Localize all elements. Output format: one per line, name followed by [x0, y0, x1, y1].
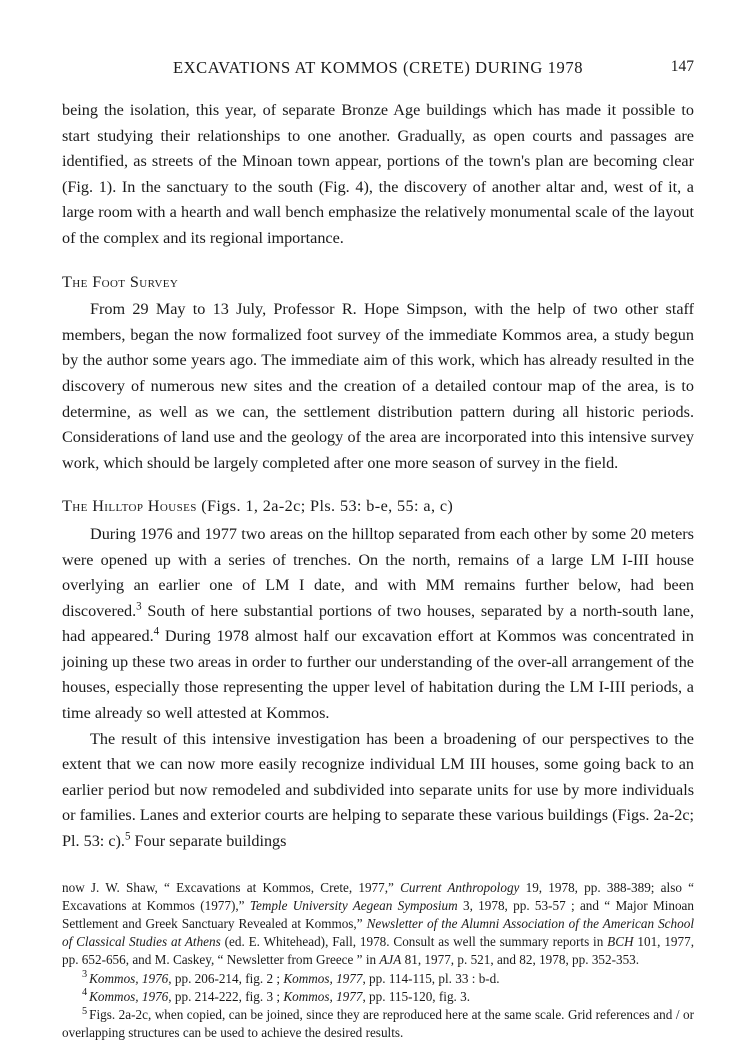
footnote-text-run: , pp. 206-214, fig. 2 ;	[168, 970, 284, 986]
footnote-text-run: 19, 1978, pp. 388-389; also “ Excavations at Kommos (1977),”	[62, 879, 694, 913]
footnote-italic-run: AJA	[379, 952, 402, 968]
footnote-italic-run: BCH	[607, 934, 634, 950]
paragraph-hilltop-1	[62, 522, 694, 727]
footnote-text-run: , pp. 114-115, pl. 33 : b-d.	[362, 970, 500, 986]
footnote-text-run: 3, 1978, pp. 53-57 ; and “ Major Minoan Settlement and Greek Sanctuary Revealed at Kommos,”	[62, 897, 695, 932]
footnote-italic-run: Kommos, 1976	[89, 970, 169, 986]
section-heading-hilltop-houses-label: The Hilltop Houses	[62, 497, 197, 516]
footnote-italic-run: Current Anthropology	[400, 879, 520, 895]
footnote-italic-run: Kommos, 1977	[283, 988, 363, 1004]
running-head-title: EXCAVATIONS AT KOMMOS (CRETE) DURING 1978	[172, 58, 584, 77]
footnote-text-run: (ed. E. Whitehead), Fall, 1978. Consult as well the summary reports in	[220, 934, 608, 950]
footnotes-section	[62, 871, 694, 1042]
para3-part-c: During 1978 almost half our excavation effort at Kommos was concentrated in joining up these two areas in order to further our understanding of the over-all arrangement of the houses, especially those representing the upper level of habitation during the LM I-III periods, a time already so well attested at Kommos.	[62, 627, 694, 723]
footnote-ref-5[interactable]: 5	[124, 830, 131, 843]
footnote-marker: 5	[82, 1005, 88, 1017]
footnote-entry	[62, 988, 694, 1006]
footnote-text-run: , pp. 214-222, fig. 3 ;	[168, 988, 284, 1004]
footnote-text-run: Figs. 2a-2c, when copied, can be joined, since they are reproduced here at the same scale. Grid references and / or overlapping structures can be used to achieve the desired results.	[62, 1007, 694, 1041]
footnote-entry	[62, 1006, 694, 1042]
footnote-italic-run: Temple University Aegean Symposium	[249, 897, 458, 913]
footnote-text-run: now J. W. Shaw, “ Excavations at Kommos, Crete, 1977,”	[62, 879, 401, 895]
page-number: 147	[670, 58, 694, 75]
footnote-text-run: 81, 1977, p. 521, and 82, 1978, pp. 352-353.	[401, 952, 640, 968]
paragraph-foot-survey: From 29 May to 13 July, Professor R. Hope Simpson, with the help of two other staff members, began the now formalized foot survey of the immediate Kommos area, a study begun by the author some years ago. The immediate aim of this work, which has already resulted in the discovery of numerous new sites and the creation of a detailed contour map of the area, is to determine, as well as we can, the settlement distribution pattern during all historic periods. Considerations of land use and the geology of the area are incorporated into this intensive survey work, which should be largely completed after one more season of survey in the field.	[62, 300, 694, 472]
para4-part-a: The result of this intensive investigation has been a broadening of our perspectives to the extent that we can now more easily recognize individual LM III houses, some going back to an earlier period but now remodeled and subdivided into separate units for use by more individuals or families. Lanes and exterior courts are helping to separate these various buildings (Figs. 2a-2c; Pl. 53: c).	[62, 729, 694, 851]
para3-part-a: During 1976 and 1977 two areas on the hilltop separated from each other by some 20 meters were opened up with a series of trenches. On the north, remains of a large LM I-III house overlying an earlier one of LM I date, and with MM remains further below, had been discovered.	[62, 524, 694, 620]
footnote-italic-run: Kommos, 1977	[283, 970, 363, 986]
section-heading-foot-survey: The Foot Survey	[62, 272, 179, 291]
footnote-entry	[62, 879, 694, 970]
footnote-marker: 3	[82, 969, 88, 981]
paragraph-hilltop-2	[62, 727, 694, 855]
paragraph-continuation: being the isolation, this year, of separate Bronze Age buildings which has made it possible to start studying their relationships to one another. Gradually, as open courts and passages are identified, as streets of the Minoan town appear, portions of the town's plan are becoming clear (Fig. 1). In the sanctuary to the south (Fig. 4), the discovery of another altar and, west of it, a large room with a hearth and wall bench emphasize the relatively monumental scale of the layout of the complex and its regional importance.	[62, 101, 694, 247]
section-heading-hilltop-houses-figref: (Figs. 1, 2a-2c; Pls. 53: b-e, 55: a, c)	[196, 497, 454, 516]
para3-part-b: South of here substantial portions of two houses, separated by a north-south lane, had appeared.	[62, 601, 694, 646]
para4-part-b: Four separate buildings	[130, 832, 287, 851]
footnote-entry	[62, 970, 694, 988]
footnote-text-run: , pp. 115-120, fig. 3.	[362, 988, 471, 1004]
section-heading-hilltop-houses	[62, 494, 694, 520]
footnote-italic-run: Newsletter of the Alumni Association of the American School of Classical Studies at Athens	[62, 916, 694, 950]
body-text	[62, 98, 694, 855]
footnote-italic-run: Kommos, 1976	[89, 988, 169, 1004]
footnote-text-run: 101, 1977, pp. 652-656, and M. Caskey, “ Newsletter from Greece ” in	[62, 934, 694, 968]
footnote-marker: 4	[82, 987, 88, 999]
footnote-ref-3[interactable]: 3	[136, 600, 142, 613]
footnote-ref-4[interactable]: 4	[153, 625, 160, 638]
running-head	[62, 58, 694, 84]
